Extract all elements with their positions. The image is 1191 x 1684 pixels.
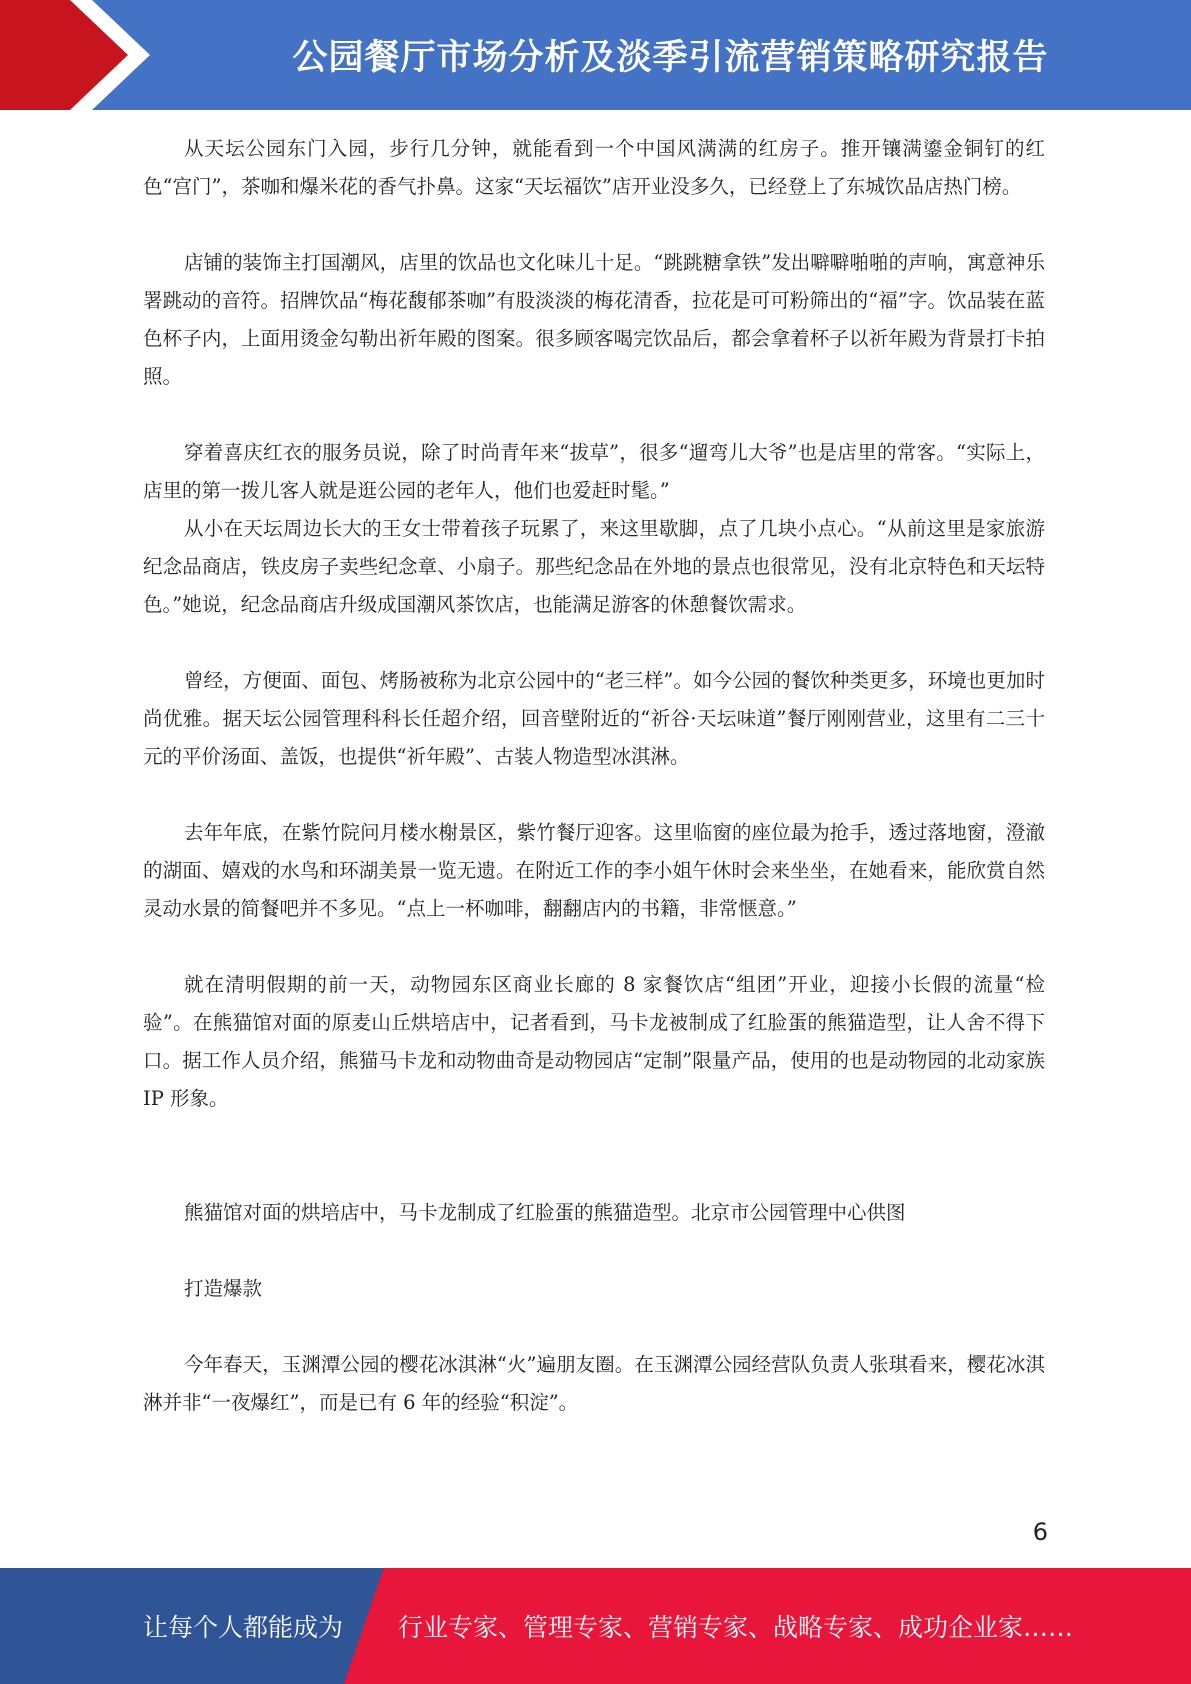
page-footer <box>0 1568 1191 1684</box>
paragraph: 去年年底，在紫竹院问月楼水榭景区，紫竹餐厅迎客。这里临窗的座位最为抢手，透过落地窗，澄澈的湖面、嬉戏的水鸟和环湖美景一览无遗。在附近工作的李小姐午休时会来坐坐，在她看来，能欣赏自然灵动水景的简餐吧并不多见。“点上一杯咖啡，翻翻店内的书籍，非常惬意。” <box>143 821 1045 920</box>
paragraph: 就在清明假期的前一天，动物园东区商业长廊的 8 家餐饮店“组团”开业，迎接小长假的流量“检验”。在熊猫馆对面的原麦山丘烘培店中，记者看到，马卡龙被制成了红脸蛋的熊猫造型，让人舍不得下口。据工作人员介绍，熊猫马卡龙和动物曲奇是动物园店“定制”限量产品，使用的也是动物园的北动家族 IP 形象。 <box>143 973 1045 1110</box>
paragraph: 今年春天，玉渊潭公园的樱花冰淇淋“火”遍朋友圈。在玉渊潭公园经营队负责人张琪看来，樱花冰淇淋并非“一夜爆红”，而是已有 6 年的经验“积淀”。 <box>143 1353 1045 1414</box>
page-number: 6 <box>1032 1518 1048 1546</box>
header-chevron-icon <box>0 0 160 110</box>
footer-slogan-left: 让每个人都能成为 <box>143 1613 344 1642</box>
article-body <box>143 130 1045 1422</box>
paragraph: 曾经，方便面、面包、烤肠被称为北京公园中的“老三样”。如今公园的餐饮种类更多，环境也更加时尚优雅。据天坛公园管理科科长任超介绍，回音壁附近的“祈谷·天坛味道”餐厅刚刚营业，这里有二三十元的平价汤面、盖饭，也提供“祈年殿”、古装人物造型冰淇淋。 <box>143 669 1045 768</box>
paragraph: 从天坛公园东门入园，步行几分钟，就能看到一个中国风满满的红房子。推开镶满鎏金铜钉的红色“宫门”，茶咖和爆米花的香气扑鼻。这家“天坛福饮”店开业没多久，已经登上了东城饮品店热门榜。 <box>143 137 1045 198</box>
paragraph: 穿着喜庆红衣的服务员说，除了时尚青年来“拔草”，很多“遛弯儿大爷”也是店里的常客。“实际上，店里的第一拨儿客人就是逛公园的老年人，他们也爱赶时髦。” <box>143 441 1045 502</box>
paragraph: 从小在天坛周边长大的王女士带着孩子玩累了，来这里歇脚，点了几块小点心。“从前这里是家旅游纪念品商店，铁皮房子卖些纪念章、小扇子。那些纪念品在外地的景点也很常见，没有北京特色和天坛特色。”她说，纪念品商店升级成国潮风茶饮店，也能满足游客的休憩餐饮需求。 <box>143 517 1045 616</box>
footer-slogan-right: 行业专家、管理专家、营销专家、战略专家、成功企业家…… <box>398 1613 1074 1642</box>
image-caption: 熊猫馆对面的烘培店中，马卡龙制成了红脸蛋的熊猫造型。北京市公园管理中心供图 <box>184 1201 906 1224</box>
page-header <box>0 0 1191 110</box>
section-heading: 打造爆款 <box>184 1277 263 1300</box>
paragraph: 店铺的装饰主打国潮风，店里的饮品也文化味儿十足。“跳跳糖拿铁”发出噼噼啪啪的声响，寓意神乐署跳动的音符。招牌饮品“梅花馥郁茶咖”有股淡淡的梅花清香，拉花是可可粉筛出的“福”字。饮品装在蓝色杯子内，上面用烫金勾勒出祈年殿的图案。很多顾客喝完饮品后，都会拿着杯子以祈年殿为背景打卡拍照。 <box>143 251 1045 388</box>
report-title: 公园餐厅市场分析及淡季引流营销策略研究报告 <box>292 38 1049 78</box>
